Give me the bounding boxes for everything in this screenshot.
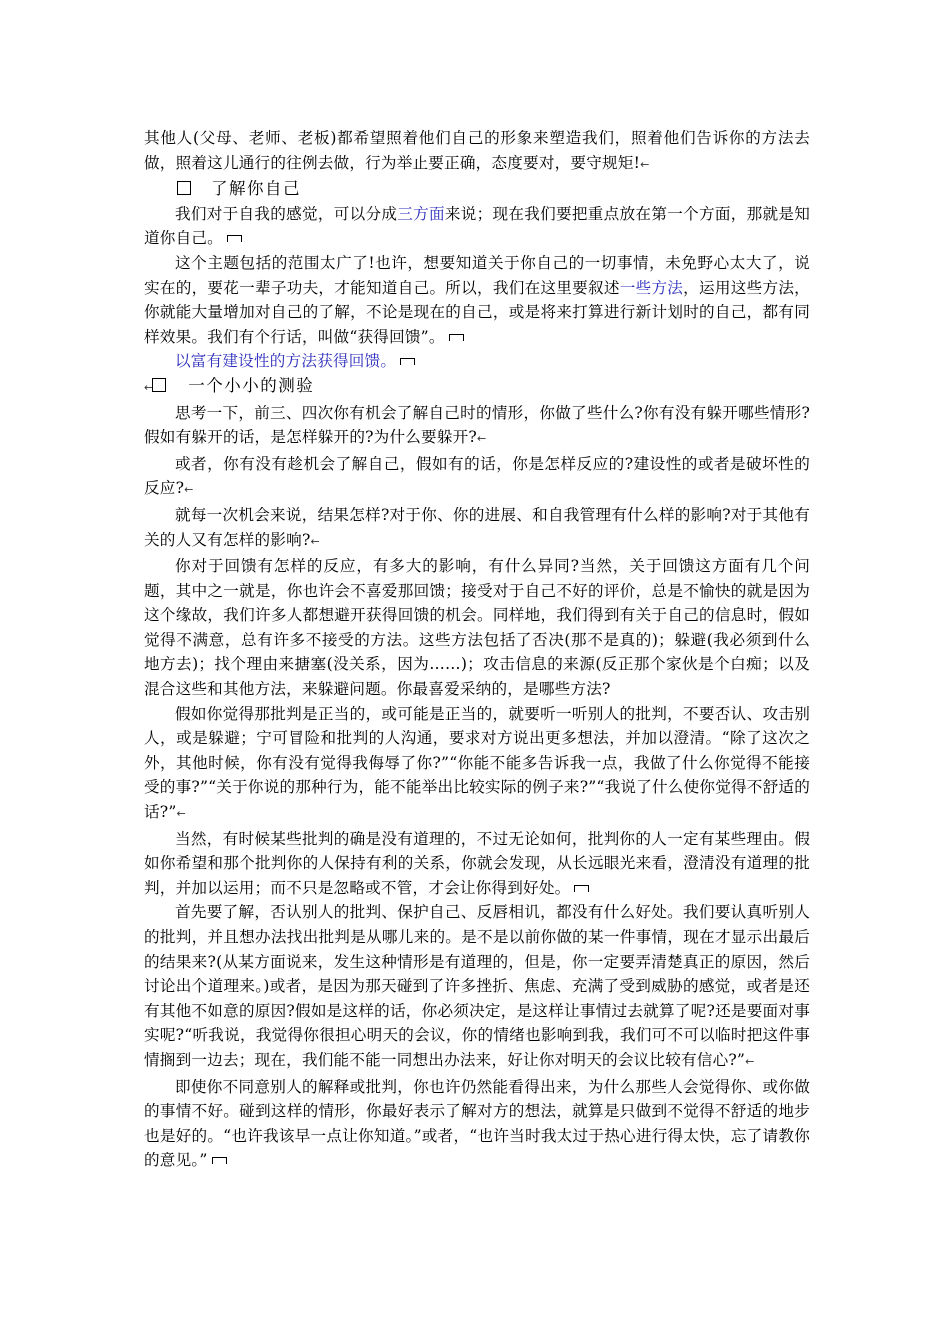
line-break-mark-icon <box>574 885 589 892</box>
paragraph-mark-icon: ← <box>745 1054 754 1068</box>
heading-know-yourself <box>144 177 810 202</box>
paragraph-2 <box>144 251 810 349</box>
link-some-methods[interactable]: 一些方法 <box>619 278 684 297</box>
paragraph-7-text: 你对于回馈有怎样的反应，有多大的影响，有什么异同?当然，关于回馈这方面有几个问题，其中之一就是，你也许会不喜爱那回馈；接受对于自己不好的评价，总是不愉快的就是因为这个缘故，我们许多人都想避开获得回馈的机会。同样地，我们得到有关于自己的信息时，假如觉得不满意，总有许多不接受的方法。这些方法包括了否决(那不是真的)；躲避(我必须到什么地方去)；找个理由来搪塞(没关系，因为……)；攻击信息的来源(反正那个家伙是个白痴；以及混合这些和其他方法，来躲避问题。你最喜爱采纳的，是哪些方法? <box>144 557 810 699</box>
heading-small-test-text: 一个小小的测验 <box>188 375 315 395</box>
paragraph-mark-icon: ← <box>176 807 185 821</box>
line-break-mark-icon <box>400 358 415 365</box>
checkbox-square-icon <box>177 181 191 195</box>
paragraph-9 <box>144 827 810 901</box>
paragraph-8-text: 假如你觉得那批判是正当的，或可能是正当的，就要听一听别人的批判，不要否认、攻击别人，或是躲避；宁可冒险和批判的人沟通，要求对方说出更多想法，并加以澄清。“除了这次之外，其他时候，你有没有觉得我侮辱了你?”“你能不能多告诉我一点，我做了什么你觉得不能接受的事?”“关于你说的那种行为，能不能举出比较实际的例子来?”“我说了什么使你觉得不舒适的话?” <box>144 704 810 822</box>
document-page <box>144 126 810 1173</box>
paragraph-mark-icon: ← <box>310 534 319 548</box>
paragraph-6-text: 就每一次机会来说，结果怎样?对于你、你的进展、和自我管理有什么样的影响?对于其他有关的人又有怎样的影响? <box>144 505 810 549</box>
link-three-aspects[interactable]: 三方面 <box>397 204 445 223</box>
paragraph-1-text-a: 我们对于自我的感觉，可以分成 <box>175 204 398 223</box>
checkbox-square-icon <box>152 378 166 392</box>
paragraph-mark-icon: ← <box>477 432 486 446</box>
paragraph-4-text: 思考一下，前三、四次你有机会了解自己时的情形，你做了些什么?你有没有躲开哪些情形?假如有躲开的话，是怎样躲开的?为什么要躲开? <box>144 403 810 447</box>
paragraph-0 <box>144 126 810 177</box>
paragraph-2-text-b: ，运用这些方法，你就能大量增加对自己的了解，不论是现在的自己，或是将来打算进行新计划时的自己，都有同样效果。我们有个行话，叫做“获得回馈”。 <box>144 278 810 346</box>
paragraph-mark-icon: ← <box>184 483 193 497</box>
heading-small-test <box>144 374 810 401</box>
paragraph-mark-icon: ← <box>640 157 649 171</box>
line-break-mark-icon <box>449 334 464 341</box>
paragraph-mark-icon: ← <box>144 380 153 394</box>
paragraph-1-text-b: 来说；现在我们要把重点放在第一个方面，那就是知道你自己。 <box>144 204 810 248</box>
paragraph-10 <box>144 900 810 1074</box>
paragraph-6 <box>144 503 810 554</box>
heading-know-yourself-text: 了解你自己 <box>211 179 301 199</box>
paragraph-2-text-a: 这个主题包括的范围太广了!也许，想要知道关于你自己的一切事情，未免野心太大了，说实在的，要花一辈子功夫，才能知道自己。所以，我们在这里要叙述 <box>144 253 810 297</box>
paragraph-3 <box>144 349 810 374</box>
paragraph-5-text: 或者，你有没有趁机会了解自己，假如有的话，你是怎样反应的?建设性的或者是破坏性的反应? <box>144 454 810 498</box>
paragraph-11 <box>144 1075 810 1173</box>
paragraph-11-text: 即使你不同意别人的解释或批判，你也许仍然能看得出来，为什么那些人会觉得你、或你做的事情不好。碰到这样的情形，你最好表示了解对方的想法，就算是只做到不觉得不舒适的地步也是好的。“也许我该早一点让你知道。”或者，“也许当时我太过于热心进行得太快，忘了请教你的意见。” <box>144 1077 810 1170</box>
paragraph-1 <box>144 202 810 251</box>
link-constructive-feedback[interactable]: 以富有建设性的方法获得回馈。 <box>175 352 397 371</box>
line-break-mark-icon <box>227 235 242 242</box>
paragraph-7 <box>144 554 810 702</box>
paragraph-10-text: 首先要了解，否认别人的批判、保护自己、反唇相讥，都没有什么好处。我们要认真听别人的批判，并且想办法找出批判是从哪儿来的。是不是以前你做的某一件事情，现在才显示出最后的结果来?(从某方面说来，发生这种情形是有道理的，但是，你一定要弄清楚真正的原因，然后讨论出个道理来。)或者，是因为那天碰到了许多挫折、焦虑、充满了受到威胁的感觉，或者是还有其他不如意的原因?假如是这样的话，你必须决定，是这样让事情过去就算了呢?还是要面对事实呢?“听我说，我觉得你很担心明天的会议，你的情绪也影响到我，我们可不可以临时把这件事情搁到一边去；现在，我们能不能一同想出办法来，好让你对明天的会议比较有信心?” <box>144 903 810 1069</box>
paragraph-5 <box>144 452 810 503</box>
paragraph-9-text: 当然，有时候某些批判的确是没有道理的，不过无论如何，批判你的人一定有某些理由。假如你希望和那个批判你的人保持有利的关系，你就会发现，从长远眼光来看，澄清没有道理的批判，并加以运用；而不只是忽略或不管，才会让你得到好处。 <box>144 829 810 897</box>
paragraph-8 <box>144 702 810 827</box>
line-break-mark-icon <box>212 1157 227 1164</box>
paragraph-0-text: 其他人(父母、老师、老板)都希望照着他们自己的形象来塑造我们，照着他们告诉你的方法去做，照着这儿通行的往例去做，行为举止要正确，态度要对，要守规矩! <box>144 129 810 172</box>
paragraph-4 <box>144 401 810 452</box>
